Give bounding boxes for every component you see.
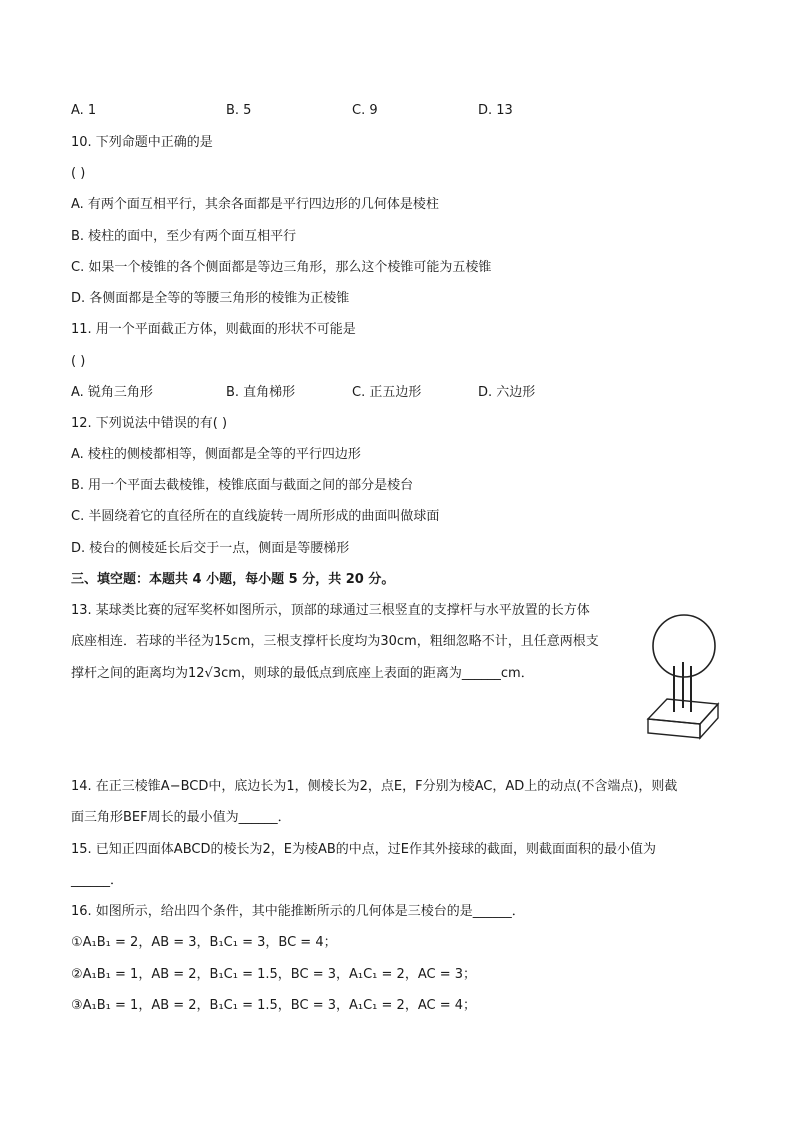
q16-stem: 16. 如图所示，给出四个条件，其中能推断所示的几何体是三棱台的是______．: [71, 904, 525, 919]
q10-option-a: A. 有两个面互相平行，其余各面都是平行四边形的几何体是棱柱: [71, 197, 439, 212]
q13-line-3: 撑杆之间的距离均为12√3cm，则球的最低点到底座上表面的距离为______cm．: [71, 666, 534, 681]
q9-option-b: B. 5: [226, 103, 252, 118]
q11-paren: ( ): [71, 354, 86, 369]
q13-line-2: 底座相连．若球的半径为15cm，三根支撑杆长度均为30cm，粗细忽略不计，且任意两根支: [71, 634, 599, 649]
q11-option-a: A. 锐角三角形: [71, 385, 153, 400]
q14-line-1: 14. 在正三棱锥A−BCD中，底边长为1，侧棱长为2，点E，F分别为棱AC，AD上的动点(不含端点)，则截: [71, 779, 678, 794]
q9-option-a: A. 1: [71, 103, 97, 118]
q13-line-1: 13. 某球类比赛的冠军奖杯如图所示，顶部的球通过三根竖直的支撑杆与水平放置的长方体: [71, 603, 590, 618]
trophy-figure: [640, 600, 730, 740]
q10-option-d: D. 各侧面都是全等的等腰三角形的棱锥为正棱锥: [71, 291, 350, 306]
q12-option-a: A. 棱柱的侧棱都相等，侧面都是全等的平行四边形: [71, 447, 361, 462]
q9-option-c: C. 9: [352, 103, 378, 118]
q15-line-2: ______．: [71, 873, 124, 888]
q10-paren: ( ): [71, 166, 86, 181]
q12-option-c: C. 半圆绕着它的直径所在的直线旋转一周所形成的曲面叫做球面: [71, 509, 440, 524]
q11-option-b: B. 直角梯形: [226, 385, 296, 400]
q11-options: [71, 383, 591, 403]
q10-option-b: B. 棱柱的面中，至少有两个面互相平行: [71, 229, 297, 244]
q10-stem: 10. 下列命题中正确的是: [71, 135, 213, 150]
q14-line-2: 面三角形BEF周长的最小值为______．: [71, 810, 291, 825]
q12-stem: 12. 下列说法中错误的有( ): [71, 416, 228, 431]
q11-stem: 11. 用一个平面截正方体，则截面的形状不可能是: [71, 322, 356, 337]
q11-option-d: D. 六边形: [478, 385, 536, 400]
q9-option-d: D. 13: [478, 103, 513, 118]
q12-option-b: B. 用一个平面去截棱锥，棱锥底面与截面之间的部分是棱台: [71, 478, 414, 493]
q12-option-d: D. 棱台的侧棱延长后交于一点，侧面是等腰梯形: [71, 541, 350, 556]
q16-condition-3: ③A₁B₁ = 1，AB = 2，B₁C₁ = 1.5，BC = 3，A₁C₁ = 2，AC = 4；: [71, 998, 476, 1013]
q16-condition-2: ②A₁B₁ = 1，AB = 2，B₁C₁ = 1.5，BC = 3，A₁C₁ = 2，AC = 3；: [71, 967, 476, 982]
q16-condition-1: ①A₁B₁ = 2，AB = 3，B₁C₁ = 3，BC = 4；: [71, 935, 337, 950]
q11-option-c: C. 正五边形: [352, 385, 422, 400]
q15-line-1: 15. 已知正四面体ABCD的棱长为2，E为棱AB的中点，过E作其外接球的截面，则截面面积的最小值为: [71, 842, 656, 857]
q9-options: [71, 101, 591, 121]
section-heading: 三、填空题：本题共 4 小题，每小题 5 分，共 20 分。: [71, 572, 395, 587]
q10-option-c: C. 如果一个棱锥的各个侧面都是等边三角形，那么这个棱锥可能为五棱锥: [71, 260, 492, 275]
